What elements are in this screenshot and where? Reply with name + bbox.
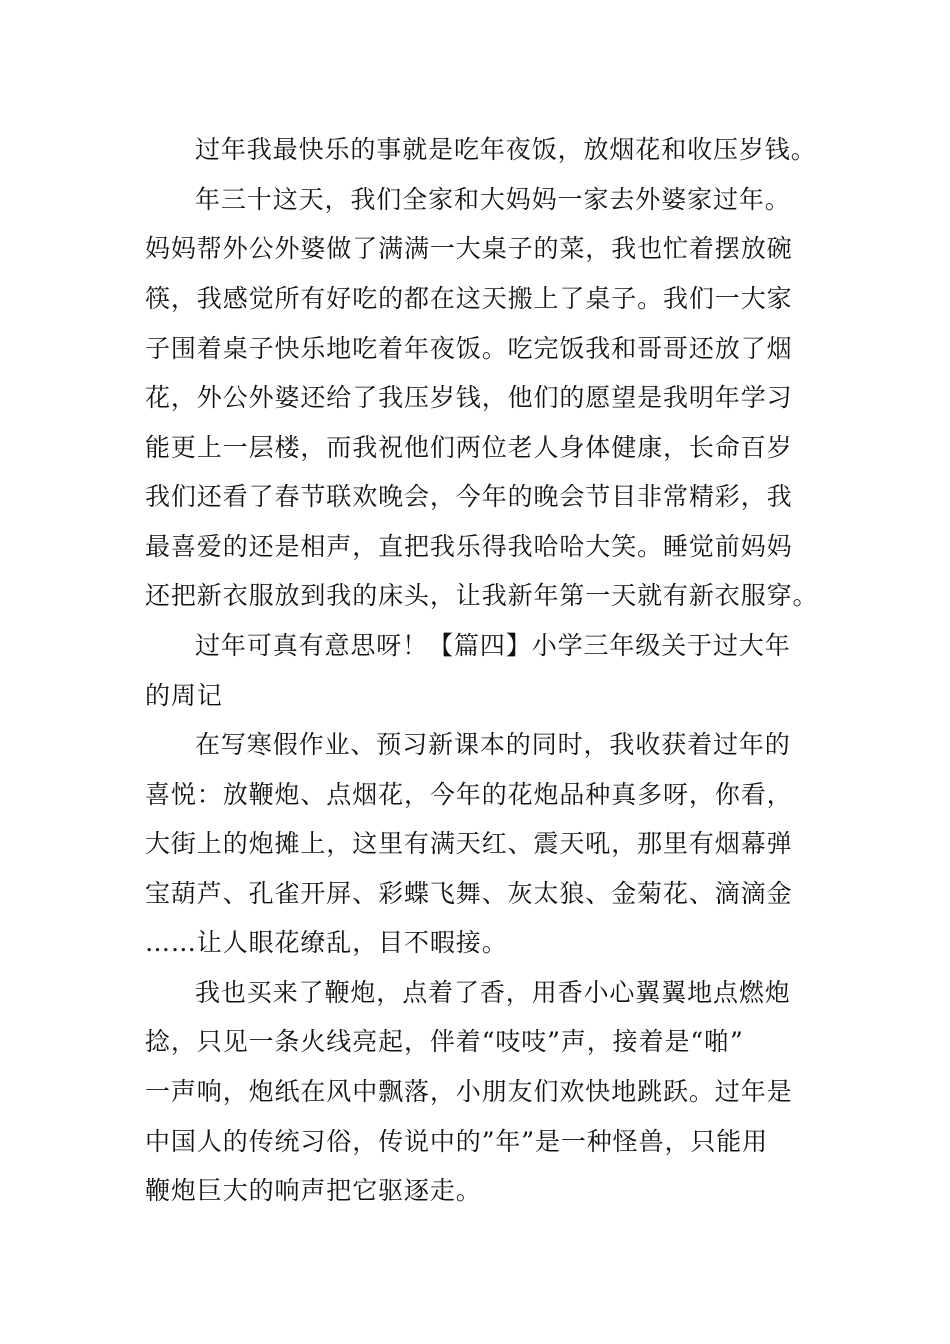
text-line: 宝葫芦、孔雀开屏、彩蝶飞舞、灰太狼、金菊花、滴滴金 [145,879,793,908]
text-line: 妈妈帮外公外婆做了满满一大桌子的菜，我也忙着摆放碗 [145,234,793,263]
text-line: 筷，我感觉所有好吃的都在这天搬上了桌子。我们一大家 [145,284,793,313]
text-line: 鞭炮巨大的响声把它驱逐走。 [145,1176,482,1205]
text-line: 年三十这天，我们全家和大妈妈一家去外婆家过年。 [195,185,791,214]
text-line: 中国人的传统习俗，传说中的”年”是一种怪兽，只能用 [145,1127,769,1156]
text-line: 捻，只见一条火线亮起，伴着“吱吱”声，接着是“啪” [145,1027,744,1056]
text-line: 最喜爱的还是相声，直把我乐得我哈哈大笑。睡觉前妈妈 [145,532,793,561]
text-line: 一声响，炮纸在风中飘落，小朋友们欢快地跳跃。过年是 [145,1077,793,1106]
text-line: 我们还看了春节联欢晚会，今年的晚会节目非常精彩，我 [145,482,793,511]
text-line: 过年我最快乐的事就是吃年夜饭，放烟花和收压岁钱。 [195,135,817,164]
text-line: 我也买来了鞭炮，点着了香，用香小心翼翼地点燃炮 [195,978,791,1007]
text-line: 过年可真有意思呀！【篇四】小学三年级关于过大年 [195,631,791,660]
text-line: ……让人眼花缭乱，目不暇接。 [145,928,508,957]
text-line: 子围着桌子快乐地吃着年夜饭。吃完饭我和哥哥还放了烟 [145,334,793,363]
text-line: 还把新衣服放到我的床头，让我新年第一天就有新衣服穿。 [145,581,819,610]
text-line: 在写寒假作业、预习新课本的同时，我收获着过年的 [195,730,791,759]
text-line: 大街上的炮摊上，这里有满天红、震天吼，那里有烟幕弹 [145,829,793,858]
text-line: 能更上一层楼，而我祝他们两位老人身体健康，长命百岁 [145,433,793,462]
text-line: 喜悦：放鞭炮、点烟花，今年的花炮品种真多呀，你看， [145,780,793,809]
text-line: 花，外公外婆还给了我压岁钱，他们的愿望是我明年学习 [145,383,793,412]
text-line: 的周记 [145,681,223,710]
